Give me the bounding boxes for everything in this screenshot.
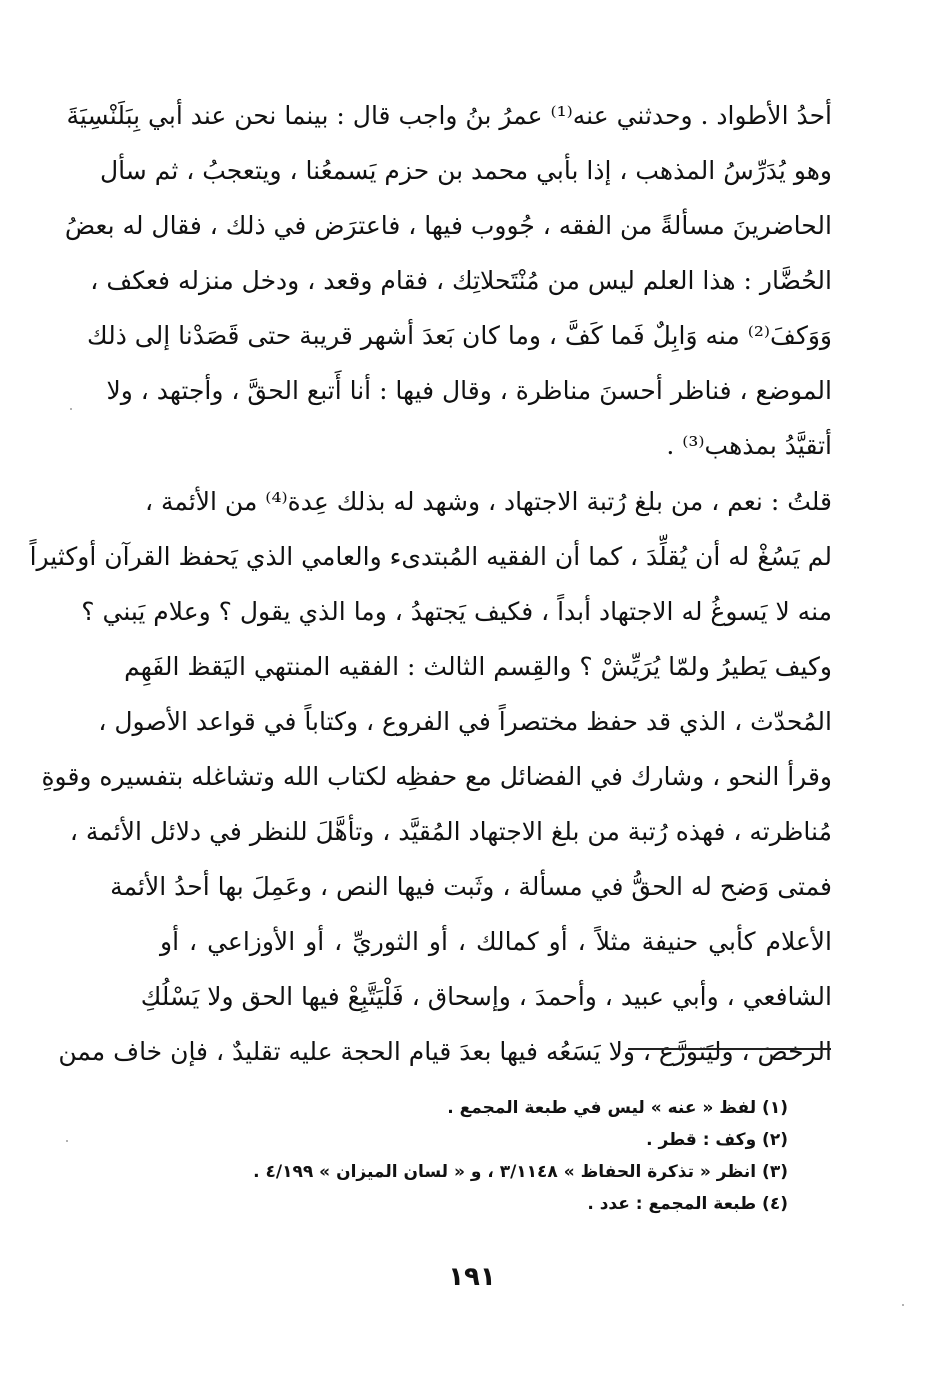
text-line: الحاضرينَ مسألةً من الفقه ، جُووب فيها ، فاعترَض في ذلك ، فقال له بعضُ bbox=[64, 211, 832, 240]
scan-speck bbox=[902, 1304, 904, 1306]
footnote-2: (٢) وكف : قطر . bbox=[646, 1130, 788, 1150]
scan-speck bbox=[70, 408, 72, 410]
text-line: وَوَكفَ⁽²⁾ منه وَابِلٌ فَما كَفَّ ، وما كان بَعدَ أشهر قريبة حتى قَصَدْنا إلى ذلك bbox=[87, 321, 832, 350]
text-line: الشافعي ، وأبي عبيد ، وأحمدَ ، وإسحاق ، فَلْيَتَّبِعْ فيها الحق ولا يَسْلُكِ bbox=[140, 982, 832, 1011]
paragraph-1 bbox=[64, 88, 832, 473]
text-line: المُحدّث ، الذي قد حفظ مختصراً في الفروع ، وكتاباً في قواعد الأصول ، bbox=[98, 707, 832, 736]
footnotes bbox=[160, 1092, 788, 1220]
text-line: وقرأ النحو ، وشارك في الفضائل مع حفظِه لكتاب الله وتشاغله بتفسيره وقوةِ bbox=[41, 762, 832, 791]
footnote-3: (٣) انظر « تذكرة الحفاظ » ٣/١١٤٨ ، و « لسان الميزان » ٤/١٩٩ . bbox=[253, 1162, 788, 1182]
text-line: وهو يُدَرِّسُ المذهب ، إذا بأبي محمد بن حزم يَسمعُنا ، ويتعجبُ ، ثم سأل bbox=[100, 156, 832, 185]
text-line: وكيف يَطيرُ ولمّا يُرَيِّشْ ؟ والقِسم الثالث : الفقيه المنتهي اليَقظ الفَهِم bbox=[124, 652, 832, 681]
scan-speck bbox=[66, 1140, 68, 1142]
text-line: أتقيَّدُ بمذهب⁽³⁾ . bbox=[666, 431, 832, 460]
footnote-1: (١) لفظ « عنه » ليس في طبعة المجمع . bbox=[447, 1098, 788, 1118]
text-line: مُناظرته ، فهذه رُتبة من بلغ الاجتهاد المُقيَّد ، وتأهَّلَ للنظر في دلائل الأئمة ، bbox=[69, 817, 832, 846]
text-line: منه لا يَسوغُ له الاجتهاد أبداً ، فكيف يَجتهدُ ، وما الذي يقول ؟ وعلام يَبني ؟ bbox=[81, 597, 832, 626]
text-line: الرخصَ ، وليَتورَّع ، ولا يَسَعُه فيها بعدَ قيام الحجة عليه تقليدٌ ، فإن خاف ممن bbox=[58, 1037, 832, 1066]
text-line: أحدُ الأطواد . وحدثني عنه⁽¹⁾ عمرُ بنُ واجب قال : بينما نحن عند أبي بِبَلَنْسِيَةَ bbox=[66, 101, 832, 130]
text-line: الحُضَّار : هذا العلم ليس من مُنْتَحلاتِك ، فقام وقعد ، ودخل منزله فعكف ، bbox=[90, 266, 832, 295]
text-line: الموضع ، فناظر أحسنَ مناظرة ، وقال فيها : أنا أَتبع الحقَّ ، وأجتهد ، ولا bbox=[106, 376, 832, 405]
paragraph-2 bbox=[29, 474, 832, 1079]
page-number: ١٩١ bbox=[448, 1262, 496, 1292]
footnote-4: (٤) طبعة المجمع : عدد . bbox=[587, 1194, 788, 1214]
text-line: فمتى وَضح له الحقُّ في مسألة ، وثَبت فيها النص ، وعَمِلَ بها أحدُ الأئمة bbox=[110, 872, 832, 901]
footnote-separator bbox=[628, 1048, 831, 1050]
text-line: لم يَسُغْ له أن يُقلِّدَ ، كما أن الفقيه المُبتدىء والعامي الذي يَحفظ القرآن أوكثيراً bbox=[29, 542, 832, 571]
text-line: الأعلام كأبي حنيفة مثلاً ، أو كمالك ، أو الثوريِّ ، أو الأوزاعي ، أو bbox=[160, 927, 832, 956]
text-line: قلتُ : نعم ، من بلغ رُتبة الاجتهاد ، وشهد له بذلك عِدة⁽⁴⁾ من الأئمة ، bbox=[144, 487, 832, 516]
